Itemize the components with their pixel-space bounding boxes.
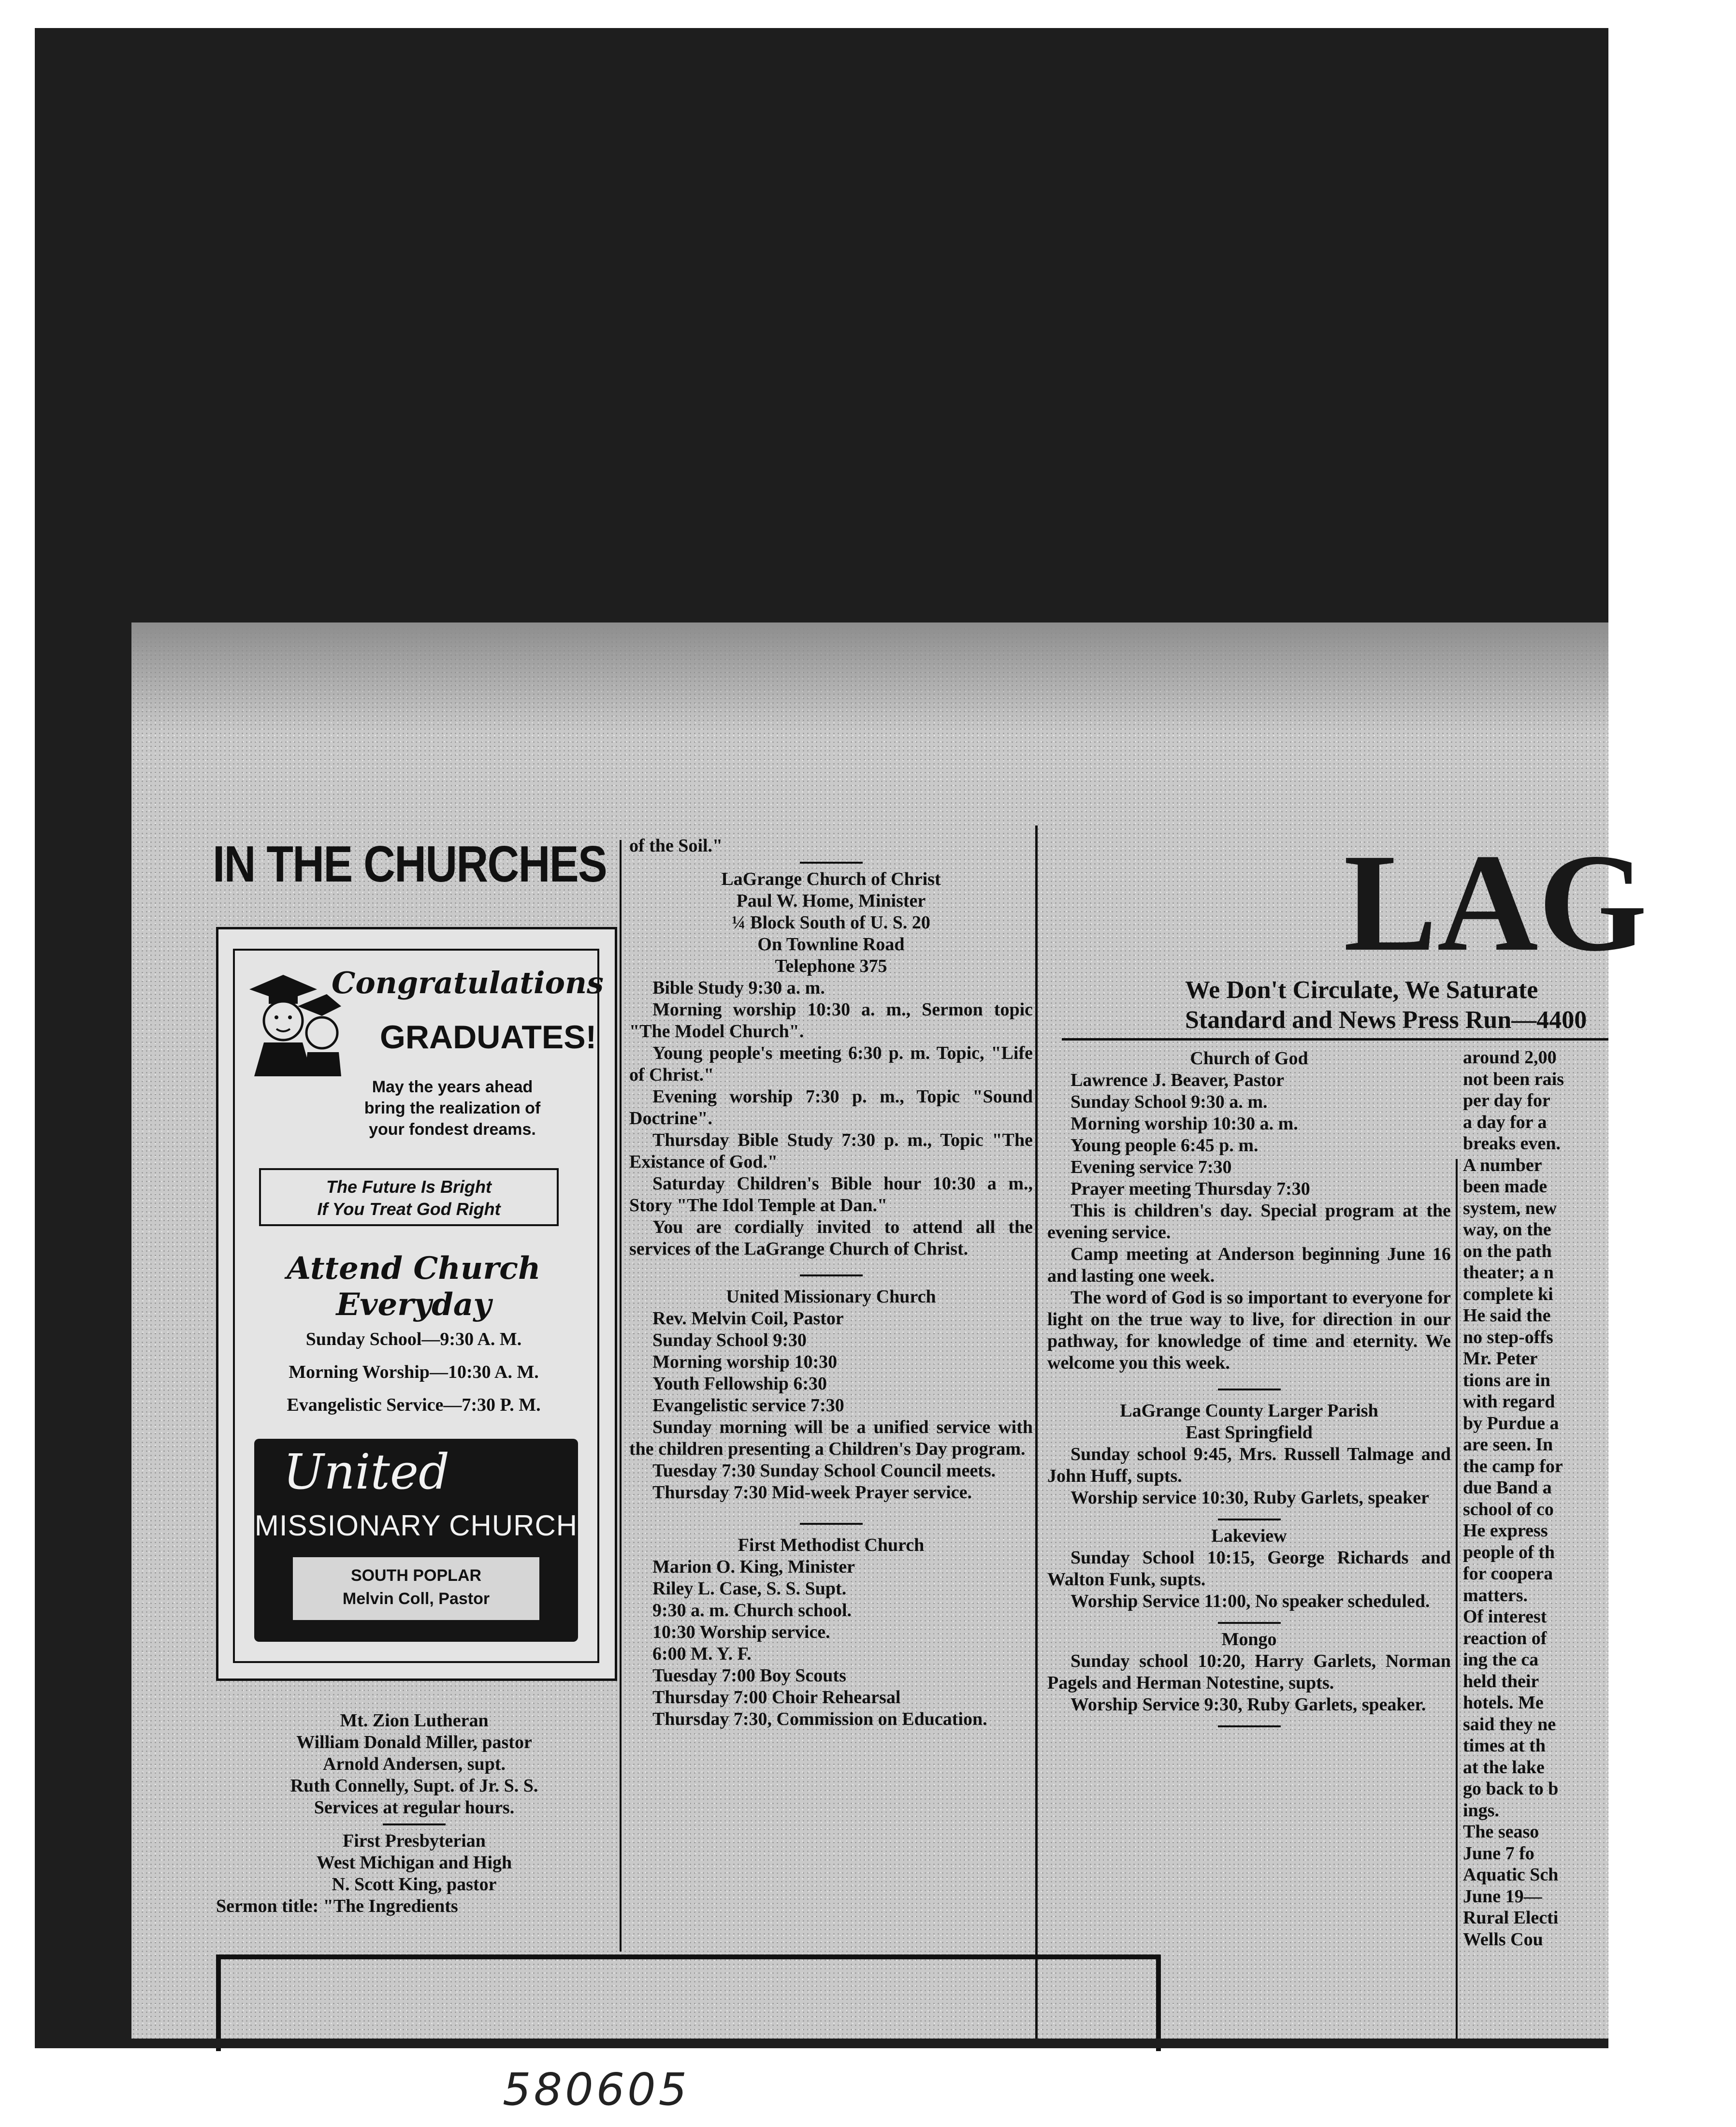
- fragment-line: complete ki: [1463, 1284, 1553, 1304]
- future-line: If You Treat God Right: [317, 1199, 501, 1219]
- fragment-line: not been rais: [1463, 1069, 1564, 1089]
- listing-line: Worship Service 9:30, Ruby Garlets, speaker.: [1071, 1694, 1426, 1715]
- fragment-line: The seaso: [1463, 1822, 1539, 1842]
- fragment-line: on the path: [1463, 1241, 1552, 1261]
- column-4-fragment: [1463, 1047, 1613, 1950]
- ad-inner-frame: [233, 949, 604, 1663]
- church-name: First Methodist Church: [738, 1535, 925, 1555]
- fragment-line: Mr. Peter: [1463, 1348, 1538, 1369]
- congratulations-script: Congratulations: [332, 965, 604, 1000]
- fragment-line: around 2,00: [1463, 1047, 1557, 1068]
- listing-line: Sunday school 10:20, Harry Garlets, Norman Pagels and Herman Notestine, supts.: [1047, 1651, 1451, 1693]
- divider-rule: [1218, 1725, 1281, 1727]
- column-rule: [620, 840, 622, 1952]
- church-of-christ-body: [629, 977, 1033, 1260]
- listing-line: Thursday Bible Study 7:30 p. m., Topic "The Existance of God.": [629, 1130, 1033, 1172]
- fragment-line: by Purdue a: [1463, 1413, 1559, 1433]
- fragment-line: people of th: [1463, 1542, 1555, 1563]
- clipping-top-shadow: [131, 622, 1608, 734]
- fragment-line: a day for a: [1463, 1112, 1547, 1132]
- divider-rule: [1218, 1389, 1281, 1390]
- service-times: [240, 1323, 588, 1421]
- scanner-blackout-top: [35, 28, 1608, 622]
- listing-line: Sunday School 9:30 a. m.: [1071, 1092, 1268, 1112]
- graduates-illustration-icon: [245, 960, 341, 1081]
- fragment-line: with regard: [1463, 1391, 1555, 1412]
- larger-parish-header: [1047, 1400, 1451, 1444]
- may-years-line: your fondest dreams.: [369, 1120, 536, 1139]
- listing-line: Camp meeting at Anderson beginning June 16 and lasting one week.: [1047, 1244, 1451, 1286]
- mongo-body: [1047, 1650, 1451, 1716]
- listing-line: Young people's meeting 6:30 p. m. Topic, "Life of Christ.": [629, 1043, 1033, 1085]
- newspaper-clipping: [131, 622, 1648, 2039]
- fragment-line: go back to b: [1463, 1779, 1559, 1799]
- listing-line: Morning worship 10:30: [652, 1352, 838, 1372]
- fragment-line: no step-offs: [1463, 1327, 1553, 1347]
- divider-rule: [800, 1523, 863, 1525]
- column-2-listings: [629, 835, 1033, 1730]
- listing-line: Sermon title: "The Ingredients: [216, 1896, 458, 1916]
- may-years-line: May the years ahead: [372, 1078, 533, 1096]
- ad-pastor: Melvin Coll, Pastor: [342, 1590, 490, 1608]
- divider-rule: [383, 1823, 446, 1825]
- church-name: Lakeview: [1211, 1526, 1287, 1546]
- tagline-line: We Don't Circulate, We Saturate: [1185, 976, 1538, 1004]
- fragment-line: been made: [1463, 1176, 1548, 1197]
- fragment-line: for coopera: [1463, 1563, 1553, 1584]
- united-missionary-body: [629, 1308, 1033, 1504]
- service-time-line: Sunday School—9:30 A. M.: [305, 1329, 522, 1349]
- fragment-line: at the lake: [1463, 1757, 1545, 1778]
- listing-line: Thursday 7:30 Mid-week Prayer service.: [652, 1482, 972, 1503]
- section-heading: IN THE CHURCHES: [213, 836, 607, 893]
- fragment-line: ings.: [1463, 1800, 1499, 1821]
- fragment-line: the camp for: [1463, 1456, 1563, 1476]
- listing-line: Sunday School 10:15, George Richards and Walton Funk, supts.: [1047, 1548, 1451, 1590]
- service-time-line: Evangelistic Service—7:30 P. M.: [287, 1395, 541, 1415]
- lakeview-body: [1047, 1547, 1451, 1612]
- listing-line: Ruth Connelly, Supt. of Jr. S. S.: [290, 1776, 538, 1796]
- divider-rule: [800, 862, 863, 864]
- fragment-line: Of interest: [1463, 1606, 1547, 1627]
- fragment-line: due Band a: [1463, 1477, 1552, 1498]
- may-years-text: [322, 1076, 583, 1140]
- fragment-line: Aquatic Sch: [1463, 1865, 1559, 1885]
- column-rule: [1456, 1159, 1458, 2043]
- united-missionary-logo: [254, 1439, 578, 1642]
- united-script: United: [283, 1444, 450, 1500]
- column-1-listings: [216, 1710, 612, 1917]
- listing-line: Evangelistic service 7:30: [652, 1395, 844, 1416]
- listing-line: On Townline Road: [757, 934, 905, 955]
- graduates-ad: [216, 927, 617, 1681]
- listing-line: Young people 6:45 p. m.: [1071, 1135, 1259, 1156]
- listing-line: Lawrence J. Beaver, Pastor: [1071, 1070, 1285, 1090]
- listing-line: William Donald Miller, pastor: [296, 1732, 532, 1752]
- fragment-line: times at th: [1463, 1736, 1546, 1756]
- listing-line: Services at regular hours.: [314, 1797, 515, 1818]
- listing-line: N. Scott King, pastor: [332, 1874, 497, 1895]
- listing-line: Worship service 10:30, Ruby Garlets, speaker: [1071, 1488, 1430, 1508]
- listing-line: Sunday morning will be a unified service with the children presenting a Children's Day program.: [629, 1417, 1033, 1459]
- fragment-line: per day for: [1463, 1090, 1550, 1111]
- church-address-box: [293, 1557, 539, 1620]
- fragment-line: hotels. Me: [1463, 1693, 1544, 1713]
- listing-line: 9:30 a. m. Church school.: [652, 1600, 852, 1621]
- listing-line: Thursday 7:30, Commission on Education.: [652, 1709, 987, 1729]
- service-time-line: Morning Worship—10:30 A. M.: [289, 1362, 539, 1382]
- divider-rule: [1218, 1622, 1281, 1624]
- church-name: East Springfield: [1186, 1422, 1313, 1443]
- fragment-line: are seen. In: [1463, 1434, 1553, 1455]
- column-3-listings: [1047, 1048, 1451, 1732]
- methodist-body: [629, 1556, 1033, 1730]
- listing-line: Marion O. King, Minister: [652, 1557, 855, 1577]
- church-of-god-body: [1047, 1070, 1451, 1374]
- listing-line: Paul W. Home, Minister: [736, 891, 926, 911]
- listing-line: ¼ Block South of U. S. 20: [732, 912, 930, 933]
- listing-line: The word of God is so important to everyone for light on the true way to live, for direction in our pathway, for knowledge of time and eternity. We welcome you this week.: [1047, 1288, 1451, 1373]
- fragment-line: He said the: [1463, 1305, 1551, 1326]
- listing-line: West Michigan and High: [316, 1852, 512, 1873]
- listing-line: Morning worship 10:30 a. m., Sermon topic "The Model Church".: [629, 999, 1033, 1042]
- future-bright-box: [259, 1168, 559, 1226]
- church-name: First Presbyterian: [343, 1831, 486, 1851]
- listing-line: 6:00 M. Y. F.: [652, 1644, 752, 1664]
- listing-line: Bible Study 9:30 a. m.: [652, 978, 825, 998]
- column-rule: [1035, 825, 1038, 2043]
- church-name: LaGrange Church of Christ: [721, 869, 941, 889]
- divider-rule: [800, 1274, 863, 1276]
- church-name: United Missionary Church: [726, 1287, 936, 1307]
- listing-line: Morning worship 10:30 a. m.: [1071, 1114, 1298, 1134]
- listing-line: Evening service 7:30: [1071, 1157, 1232, 1177]
- fragment-line: Rural Electi: [1463, 1908, 1559, 1928]
- graduates-title: GRADUATES!: [380, 1019, 597, 1056]
- church-name: Mongo: [1221, 1629, 1277, 1650]
- missionary-church-title: MISSIONARY CHURCH: [254, 1509, 578, 1542]
- masthead-tagline: [1185, 975, 1736, 1035]
- fragment-line: said they ne: [1463, 1714, 1556, 1735]
- church-name: Mt. Zion Lutheran: [340, 1710, 489, 1731]
- fragment-line: tions are in: [1463, 1370, 1550, 1390]
- divider-rule: [1218, 1519, 1281, 1520]
- continued-line: of the Soil.": [629, 836, 723, 856]
- handwritten-number: 580605: [503, 2064, 690, 2115]
- scanner-blackout-bottom: [35, 2039, 1608, 2048]
- future-line: The Future Is Bright: [326, 1177, 492, 1197]
- fragment-line: reaction of: [1463, 1628, 1547, 1649]
- fragment-line: held their: [1463, 1671, 1539, 1692]
- fragment-line: June 19—: [1463, 1886, 1542, 1907]
- listing-line: Riley L. Case, S. S. Supt.: [652, 1578, 847, 1599]
- church-of-christ-header: [629, 868, 1033, 977]
- listing-line: Prayer meeting Thursday 7:30: [1071, 1179, 1310, 1199]
- south-poplar: SOUTH POPLAR: [350, 1566, 482, 1585]
- listing-line: Tuesday 7:00 Boy Scouts: [652, 1665, 846, 1686]
- listing-line: This is children's day. Special program at the evening service.: [1047, 1201, 1451, 1243]
- listing-line: 10:30 Worship service.: [652, 1622, 830, 1642]
- listing-line: Worship Service 11:00, No speaker scheduled.: [1071, 1591, 1430, 1611]
- attend-church-script: Attend Church Everyday: [287, 1250, 541, 1323]
- listing-line: Thursday 7:00 Choir Rehearsal: [652, 1687, 901, 1707]
- listing-line: Evening worship 7:30 p. m., Topic "Sound Doctrine".: [629, 1086, 1033, 1129]
- may-years-line: bring the realization of: [364, 1099, 541, 1117]
- listing-line: Arnold Andersen, supt.: [323, 1754, 506, 1774]
- fragment-line: breaks even.: [1463, 1133, 1561, 1154]
- masthead-title: LAG: [1344, 825, 1648, 980]
- listing-line: Sunday School 9:30: [652, 1330, 807, 1350]
- listing-line: Youth Fellowship 6:30: [652, 1374, 827, 1394]
- listing-line: Rev. Melvin Coil, Pastor: [652, 1308, 844, 1329]
- fragment-line: system, new: [1463, 1198, 1557, 1218]
- fragment-line: He express: [1463, 1520, 1548, 1541]
- scanner-blackout-left: [35, 622, 131, 2039]
- larger-parish-body: [1047, 1444, 1451, 1509]
- fragment-line: way, on the: [1463, 1219, 1551, 1240]
- masthead-rule: [1062, 1038, 1608, 1041]
- church-name: LaGrange County Larger Parish: [1120, 1401, 1378, 1421]
- bottom-ad-frame: [216, 1954, 1161, 2051]
- fragment-line: school of co: [1463, 1499, 1554, 1519]
- church-name: Church of God: [1190, 1048, 1308, 1069]
- listing-line: Telephone 375: [775, 956, 887, 976]
- fragment-line: A number: [1463, 1155, 1542, 1175]
- listing-line: Saturday Children's Bible hour 10:30 a m., Story "The Idol Temple at Dan.": [629, 1173, 1033, 1215]
- listing-line: Tuesday 7:30 Sunday School Council meets.: [652, 1461, 996, 1481]
- fragment-line: ing the ca: [1463, 1650, 1539, 1670]
- fragment-line: matters.: [1463, 1585, 1528, 1606]
- fragment-line: Wells Cou: [1463, 1929, 1543, 1950]
- tagline-line: Standard and News Press Run—4400: [1185, 1006, 1587, 1034]
- listing-line: Sunday school 9:45, Mrs. Russell Talmage and John Huff, supts.: [1047, 1444, 1451, 1486]
- listing-line: You are cordially invited to attend all the services of the LaGrange Church of Christ.: [629, 1217, 1033, 1259]
- fragment-line: theater; a n: [1463, 1262, 1554, 1283]
- fragment-line: June 7 fo: [1463, 1843, 1534, 1864]
